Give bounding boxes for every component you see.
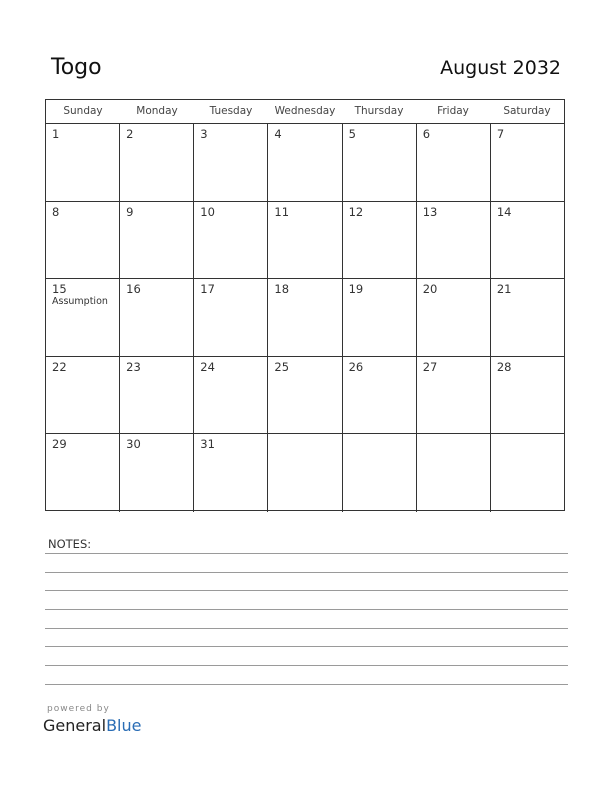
day-cell — [194, 279, 268, 356]
day-number: 24 — [200, 359, 215, 374]
day-number: 23 — [126, 359, 141, 374]
day-cell — [46, 124, 120, 201]
day-cell — [268, 124, 342, 201]
week-row — [46, 279, 564, 357]
day-cell — [268, 279, 342, 356]
day-cell — [491, 124, 564, 201]
day-cell — [46, 279, 120, 356]
day-number: 11 — [274, 204, 290, 219]
day-cell — [194, 434, 268, 512]
day-number: 29 — [52, 437, 67, 452]
day-cell — [343, 434, 417, 512]
day-number: 2 — [126, 127, 134, 141]
day-number: 15 — [52, 282, 67, 297]
day-number: 18 — [274, 282, 290, 297]
weekday-header: Friday — [437, 105, 469, 117]
day-cell — [417, 202, 491, 279]
day-cell — [491, 202, 564, 279]
day-number: 16 — [126, 282, 141, 297]
day-cell — [194, 202, 268, 279]
day-cell — [417, 279, 491, 356]
day-cell — [120, 202, 194, 279]
day-cell — [194, 124, 268, 201]
day-cell — [268, 202, 342, 279]
day-number: 27 — [422, 359, 438, 374]
day-cell — [120, 357, 194, 434]
day-cell — [268, 434, 342, 512]
holiday-label: Assumption — [52, 296, 108, 308]
day-number: 6 — [422, 127, 431, 141]
week-row — [46, 124, 564, 202]
note-line — [45, 646, 568, 647]
note-line — [45, 665, 568, 666]
day-number: 4 — [274, 127, 282, 141]
month-year-title: August 2032 — [440, 57, 561, 79]
day-number: 14 — [496, 204, 512, 219]
week-row — [46, 202, 564, 280]
day-cell — [120, 279, 194, 356]
day-number: 25 — [274, 359, 290, 374]
day-cell — [46, 357, 120, 434]
day-number: 22 — [52, 359, 67, 374]
day-number: 21 — [496, 282, 512, 297]
note-line — [45, 572, 568, 573]
weekday-header: Monday — [136, 105, 178, 117]
weekday-header: Saturday — [503, 105, 551, 117]
day-number: 10 — [200, 204, 215, 219]
note-line — [45, 609, 568, 610]
day-cell — [46, 202, 120, 279]
day-cell — [194, 357, 268, 434]
day-number: 31 — [200, 437, 215, 452]
weekday-header: Wednesday — [274, 105, 336, 117]
day-number: 19 — [348, 282, 364, 297]
note-line — [45, 684, 568, 685]
day-number: 5 — [348, 127, 356, 141]
day-cell — [491, 357, 564, 434]
week-row — [46, 357, 564, 435]
day-cell — [343, 279, 417, 356]
calendar-grid — [45, 99, 565, 511]
country-title: Togo — [51, 55, 102, 80]
weekday-header: Sunday — [63, 105, 103, 117]
day-number: 30 — [126, 437, 141, 452]
day-number: 3 — [200, 127, 208, 141]
day-number: 13 — [422, 204, 438, 219]
day-number: 1 — [52, 127, 60, 141]
note-line — [45, 590, 568, 591]
weekday-header: Tuesday — [209, 105, 253, 117]
note-line — [45, 553, 568, 554]
day-cell — [120, 434, 194, 512]
generalblue-logo[interactable] — [43, 716, 141, 735]
day-cell — [417, 124, 491, 201]
day-cell — [120, 124, 194, 201]
brand-general: General — [43, 716, 107, 735]
day-cell — [417, 434, 491, 512]
day-cell — [268, 357, 342, 434]
day-number: 7 — [496, 127, 505, 141]
week-row — [46, 434, 564, 512]
day-cell — [417, 357, 491, 434]
day-number: 26 — [348, 359, 364, 374]
day-cell — [343, 357, 417, 434]
day-number: 17 — [200, 282, 215, 297]
day-cell — [46, 434, 120, 512]
note-line — [45, 628, 568, 629]
brand-blue: Blue — [106, 716, 142, 735]
weekday-header-row — [46, 100, 564, 124]
day-cell — [343, 202, 417, 279]
day-number: 28 — [496, 359, 512, 374]
notes-label: NOTES: — [48, 537, 92, 551]
day-cell — [491, 279, 564, 356]
day-number: 20 — [422, 282, 438, 297]
powered-by-text: powered by — [47, 704, 110, 714]
day-cell — [343, 124, 417, 201]
day-number: 9 — [126, 204, 134, 219]
day-number: 8 — [52, 204, 60, 219]
day-number: 12 — [348, 204, 364, 219]
day-cell — [491, 434, 564, 512]
weekday-header: Thursday — [354, 105, 404, 117]
